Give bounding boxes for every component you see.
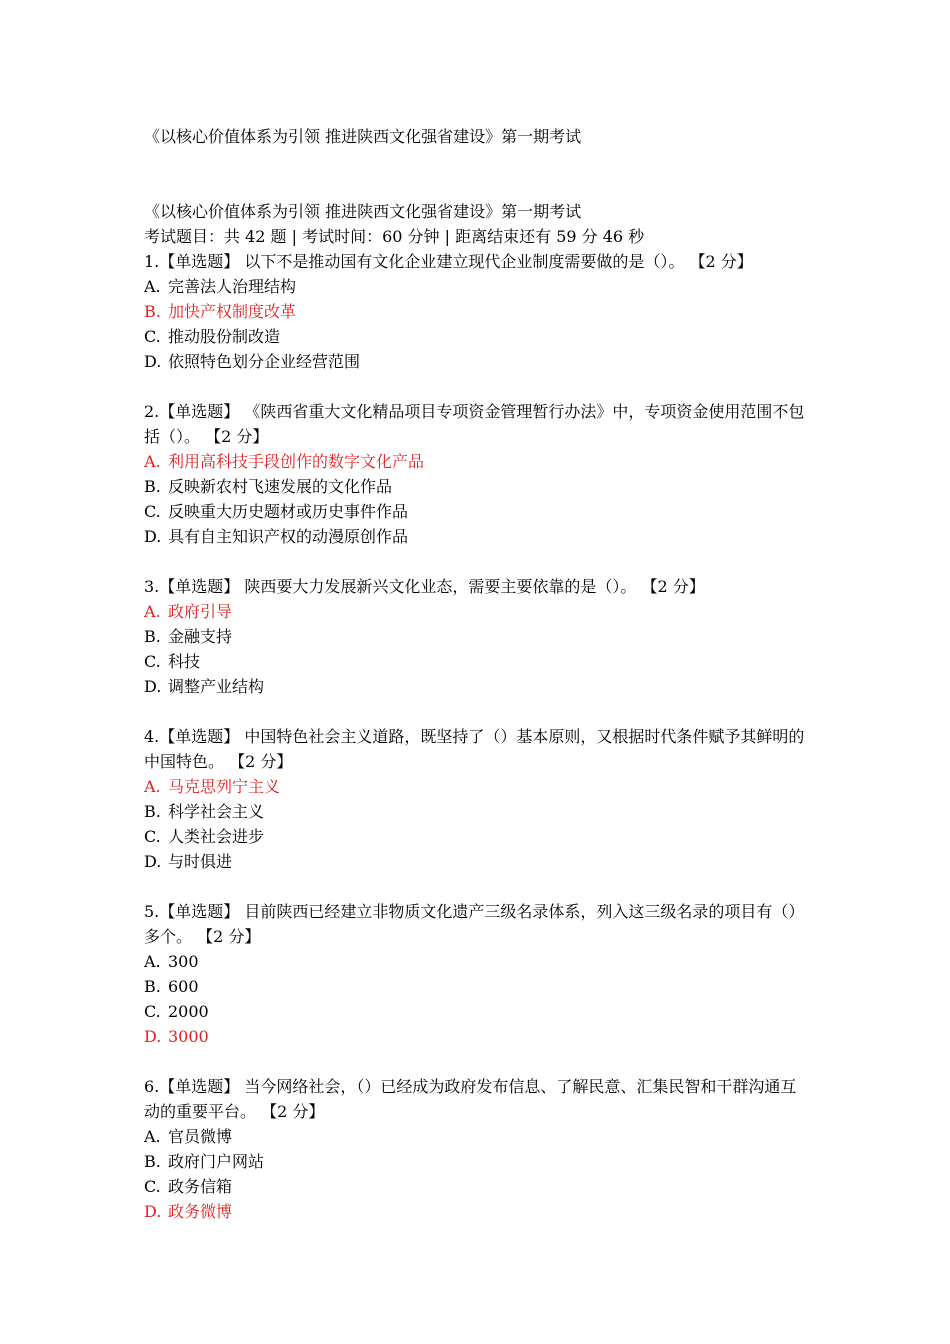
option[interactable]	[144, 949, 810, 974]
option-text: 政务信箱	[168, 1177, 233, 1196]
option[interactable]	[144, 474, 810, 499]
option-letter: A.	[144, 952, 161, 971]
option-text: 3000	[168, 1027, 209, 1046]
option-correct[interactable]	[144, 1199, 810, 1224]
question-stem: 2.【单选题】 《陕西省重大文化精品项目专项资金管理暂行办法》中，专项资金使用范围不包括（）。 【2 分】	[144, 402, 805, 446]
option-letter: D.	[144, 1202, 162, 1221]
question-stem: 6.【单选题】 当今网络社会，（）已经成为政府发布信息、了解民意、汇集民智和干群沟通互动的重要平台。 【2 分】	[144, 1077, 797, 1121]
option[interactable]	[144, 1124, 810, 1149]
option-letter: D.	[144, 852, 162, 871]
option-text: 科技	[168, 652, 201, 671]
option[interactable]	[144, 624, 810, 649]
option[interactable]	[144, 349, 810, 374]
option-letter: C.	[144, 827, 161, 846]
option-text: 600	[168, 977, 199, 996]
exam-title: 《以核心价值体系为引领 推进陕西文化强省建设》第一期考试	[144, 202, 582, 221]
question-item	[144, 249, 810, 374]
exam-info: 考试题目：共 42 题 | 考试时间：60 分钟 | 距离结束还有 59 分 46 秒	[144, 227, 645, 246]
question-list	[144, 249, 810, 1224]
option-correct[interactable]	[144, 599, 810, 624]
option-text: 推动股份制改造	[168, 327, 281, 346]
option-text: 调整产业结构	[168, 677, 265, 696]
option-letter: C.	[144, 327, 161, 346]
option-letter: B.	[144, 977, 161, 996]
option-text: 金融支持	[168, 627, 233, 646]
option-text: 300	[168, 952, 199, 971]
option-text: 科学社会主义	[168, 802, 265, 821]
option-text: 依照特色划分企业经营范围	[168, 352, 361, 371]
option-text: 反映新农村飞速发展的文化作品	[168, 477, 393, 496]
option-text: 反映重大历史题材或历史事件作品	[168, 502, 409, 521]
option-text: 与时俱进	[168, 852, 233, 871]
option-letter: A.	[144, 277, 161, 296]
question-stem: 4.【单选题】 中国特色社会主义道路，既坚持了（）基本原则，又根据时代条件赋予其鲜明的中国特色。 【2 分】	[144, 727, 805, 771]
option-letter: B.	[144, 802, 161, 821]
option-letter: A.	[144, 1127, 161, 1146]
option[interactable]	[144, 1174, 810, 1199]
option-letter: C.	[144, 1177, 161, 1196]
option-correct[interactable]	[144, 774, 810, 799]
option-text: 官员微博	[168, 1127, 233, 1146]
question-item	[144, 899, 810, 1049]
question-item	[144, 399, 810, 549]
option-text: 马克思列宁主义	[168, 777, 281, 796]
option[interactable]	[144, 524, 810, 549]
document-title: 《以核心价值体系为引领 推进陕西文化强省建设》第一期考试	[144, 127, 582, 146]
option-correct[interactable]	[144, 299, 810, 324]
option[interactable]	[144, 824, 810, 849]
option-text: 政务微博	[168, 1202, 233, 1221]
option-letter: B.	[144, 477, 161, 496]
question-item	[144, 724, 810, 874]
question-stem: 1.【单选题】 以下不是推动国有文化企业建立现代企业制度需要做的是（）。 【2 分】	[144, 252, 753, 271]
option-text: 人类社会进步	[168, 827, 265, 846]
option[interactable]	[144, 274, 810, 299]
option[interactable]	[144, 974, 810, 999]
question-stem: 5.【单选题】 目前陕西已经建立非物质文化遗产三级名录体系，列入这三级名录的项目有（）多个。 【2 分】	[144, 902, 805, 946]
exam-body	[144, 199, 810, 1224]
option-text: 具有自主知识产权的动漫原创作品	[168, 527, 409, 546]
option-text: 利用高科技手段创作的数字文化产品	[168, 452, 425, 471]
option-letter: B.	[144, 1152, 161, 1171]
question-stem: 3.【单选题】 陕西要大力发展新兴文化业态，需要主要依靠的是（）。 【2 分】	[144, 577, 705, 596]
option-letter: C.	[144, 1002, 161, 1021]
option[interactable]	[144, 649, 810, 674]
option[interactable]	[144, 799, 810, 824]
option[interactable]	[144, 499, 810, 524]
option-letter: D.	[144, 352, 162, 371]
option[interactable]	[144, 324, 810, 349]
option-letter: A.	[144, 452, 161, 471]
option-letter: D.	[144, 527, 162, 546]
option-letter: C.	[144, 652, 161, 671]
option-text: 加快产权制度改革	[168, 302, 297, 321]
option[interactable]	[144, 1149, 810, 1174]
option-correct[interactable]	[144, 449, 810, 474]
option-letter: A.	[144, 777, 161, 796]
option-letter: D.	[144, 677, 162, 696]
option-letter: C.	[144, 502, 161, 521]
question-item	[144, 1074, 810, 1224]
option-letter: B.	[144, 302, 161, 321]
question-item	[144, 574, 810, 699]
option-text: 完善法人治理结构	[168, 277, 297, 296]
option[interactable]	[144, 674, 810, 699]
option-correct[interactable]	[144, 1024, 810, 1049]
option-text: 2000	[168, 1002, 209, 1021]
option-letter: D.	[144, 1027, 162, 1046]
option-text: 政府门户网站	[168, 1152, 265, 1171]
option-text: 政府引导	[168, 602, 233, 621]
option[interactable]	[144, 849, 810, 874]
option[interactable]	[144, 999, 810, 1024]
option-letter: A.	[144, 602, 161, 621]
option-letter: B.	[144, 627, 161, 646]
